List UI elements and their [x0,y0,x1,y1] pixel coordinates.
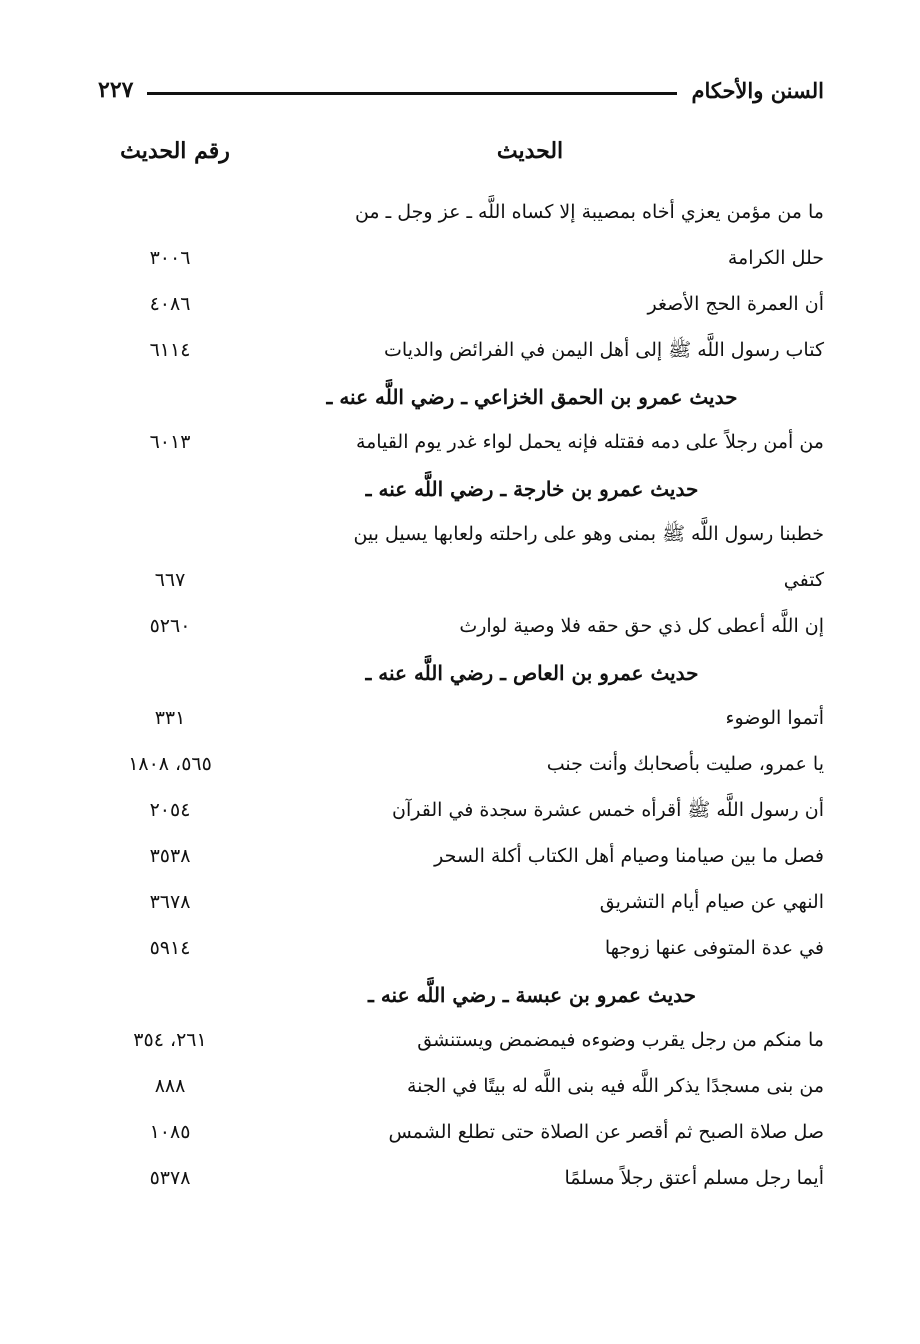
index-entry [100,190,824,236]
index-entry [100,558,824,604]
hadith-number: ٦٦٧ [154,569,186,591]
hadith-number: ٥٣٧٨ [149,1167,191,1189]
page-number: ٢٢٧ [98,77,134,103]
section-heading: حديث عمرو بن خارجة ـ رضي اللَّه عنه ـ [365,477,699,501]
column-header-number: رقم الحديث [120,138,230,164]
index-entry [100,1110,824,1156]
hadith-text: أيما رجل مسلم أعتق رجلاً مسلمًا [564,1167,824,1189]
column-header-hadith: الحديث [496,138,564,164]
hadith-number: ٣٣١ [154,707,186,729]
hadith-number: ٥٩١٤ [149,937,191,959]
hadith-text: يا عمرو، صليت بأصحابك وأنت جنب [546,753,824,775]
running-header [98,70,824,110]
section-heading: حديث عمرو بن عبسة ـ رضي اللَّه عنه ـ [368,983,696,1007]
index-entry [100,834,824,880]
hadith-number: ٦١١٤ [149,339,191,361]
hadith-number: ١٠٨٥ [149,1121,191,1143]
hadith-number: ٣٦٧٨ [149,891,191,913]
index-entry [100,512,824,558]
index-entry [100,696,824,742]
section-heading: حديث عمرو بن الحمق الخزاعي ـ رضي اللَّه عنه ـ [326,385,738,409]
index-entry [100,604,824,650]
index-entry [100,1156,824,1202]
index-entry [100,236,824,282]
hadith-text: صل صلاة الصبح ثم أقصر عن الصلاة حتى تطلع الشمس [388,1121,824,1143]
index-entry [100,328,824,374]
hadith-text: إن اللَّه أعطى كل ذي حق حقه فلا وصية لوارث [459,615,824,637]
hadith-text: ما من مؤمن يعزي أخاه بمصيبة إلا كساه اللَّه ـ عز وجل ـ من [354,201,824,223]
hadith-text: كتاب رسول اللَّه ﷺ إلى أهل اليمن في الفرائض والديات [384,339,824,361]
index-entry [100,788,824,834]
hadith-text: فصل ما بين صيامنا وصيام أهل الكتاب أكلة السحر [434,845,824,867]
index-entry [100,926,824,972]
hadith-text: كتفي [783,569,824,591]
hadith-number: ٢٦١، ٣٥٤ [133,1029,207,1051]
header-rule [147,92,677,95]
index-entry [100,282,824,328]
index-entry [100,742,824,788]
hadith-text: ما منكم من رجل يقرب وضوءه فيمضمض ويستنشق [417,1029,824,1051]
hadith-text: من بنى مسجدًا يذكر اللَّه فيه بنى اللَّه له بيتًا في الجنة [406,1075,824,1097]
hadith-text: خطبنا رسول اللَّه ﷺ بمنى وهو على راحلته ولعابها يسيل بين [353,523,824,545]
hadith-text: حلل الكرامة [727,247,824,269]
index-entry [100,420,824,466]
hadith-number: ٥٦٥، ١٨٠٨ [128,753,212,775]
hadith-text: من أمن رجلاً على دمه فقتله فإنه يحمل لواء غدر يوم القيامة [355,431,824,453]
index-entry [100,1064,824,1110]
hadith-text: أن رسول اللَّه ﷺ أقرأه خمس عشرة سجدة في القرآن [392,799,824,821]
index-entry [100,880,824,926]
hadith-number: ٨٨٨ [154,1075,186,1097]
hadith-number: ٤٠٨٦ [149,293,191,315]
section-heading: حديث عمرو بن العاص ـ رضي اللَّه عنه ـ [365,661,699,685]
hadith-number: ٣٠٠٦ [149,247,191,269]
hadith-text: في عدة المتوفى عنها زوجها [604,937,824,959]
hadith-number: ٢٠٥٤ [149,799,191,821]
hadith-text: أتموا الوضوء [725,707,824,729]
hadith-number: ٦٠١٣ [149,431,191,453]
hadith-number: ٣٥٣٨ [149,845,191,867]
hadith-index-list [100,190,824,1202]
hadith-text: النهي عن صيام أيام التشريق [599,891,824,913]
hadith-number: ٥٢٦٠ [149,615,191,637]
book-title: السنن والأحكام [691,77,824,103]
index-entry [100,1018,824,1064]
hadith-text: أن العمرة الحج الأصغر [647,293,824,315]
